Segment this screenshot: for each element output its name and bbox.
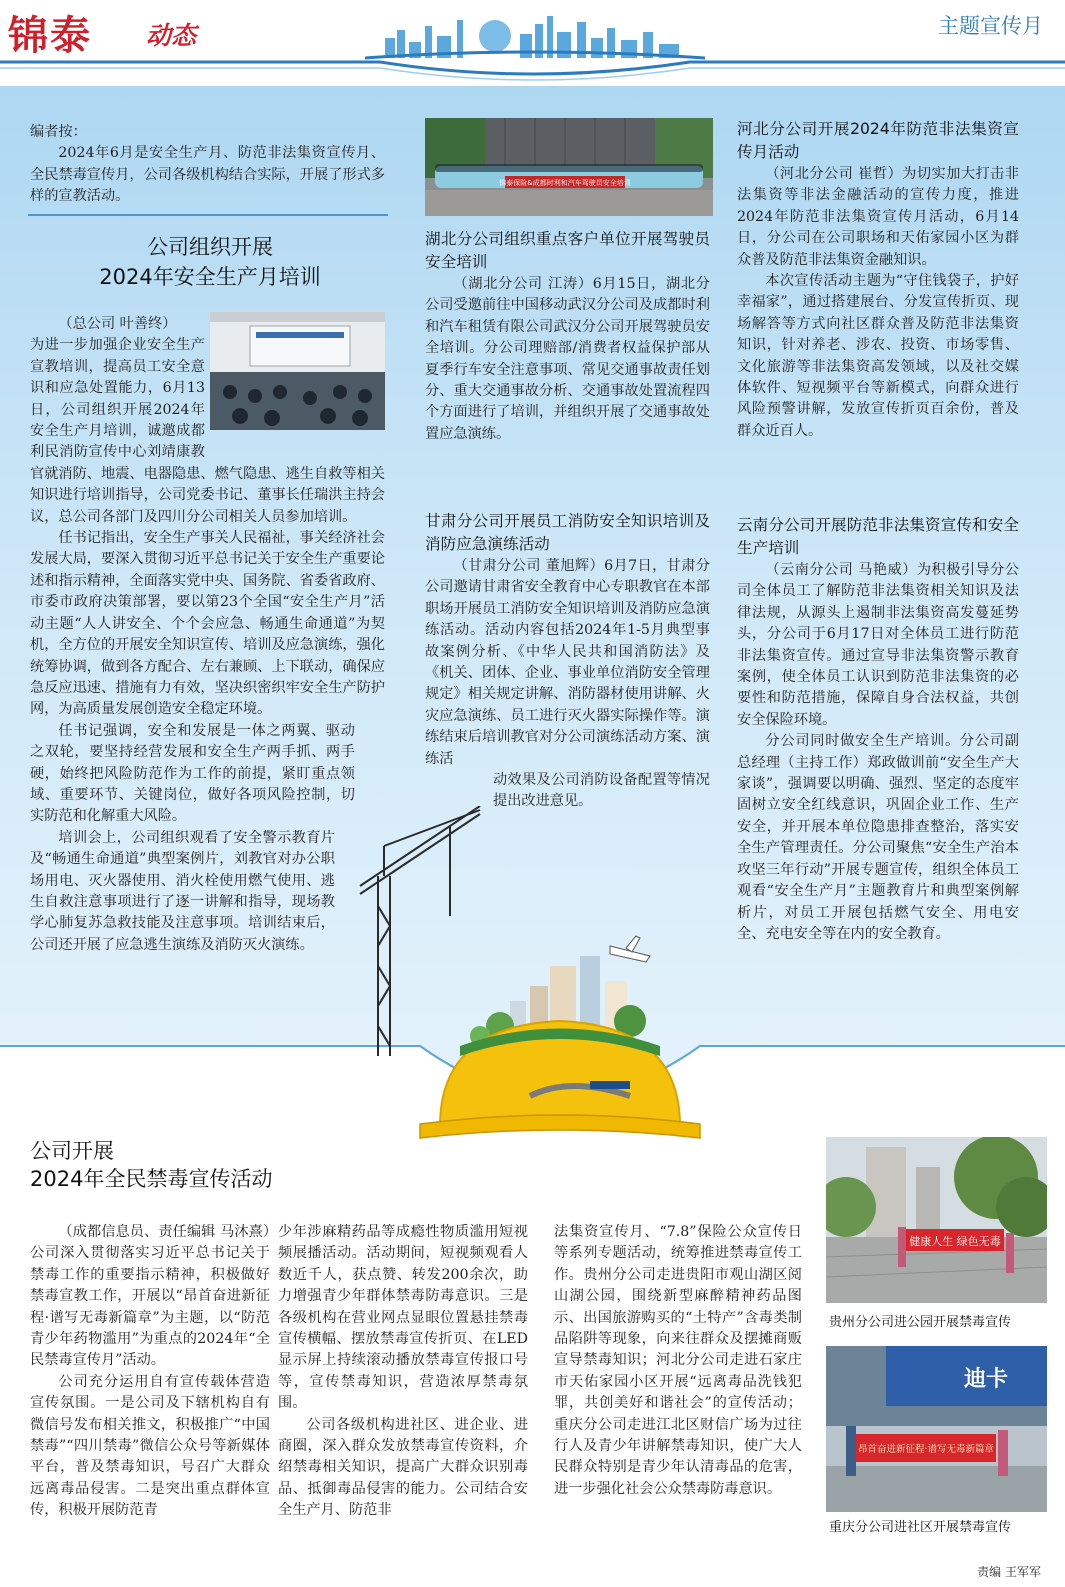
article-drug-col1-p1: （成都信息员、责任编辑 马沐熹）公司深入贯彻落实习近平总书记关于禁毒工作的重要指示精神，积极做好禁毒宣教工作，开展以“昂首奋进新征程·谱写无毒新篇章”为主题，以“防范青少年药物滥用”为重点的2024年“全民禁毒宣传月”活动。	[30, 1224, 270, 1369]
editor-note-text: 2024年6月是安全生产月、防范非法集资宣传月、全民禁毒宣传月，公司各级机构结合实际，开展了形式多样的宣教活动。	[30, 145, 385, 205]
article-drug-col2-p2: 公司各级机构进社区、进企业、进商圈，深入群众发放禁毒宣传资料，介绍禁毒相关知识，提高广大群众识别毒品、抵御毒品侵害的能力。公司结合安全生产月、防范非	[278, 1416, 528, 1519]
guizhou-photo	[826, 1137, 1047, 1303]
article-drug-col2-p1: 少年涉麻精药品等成瘾性物质滥用短视频展播活动。活动期间，短视频观看人数近千人，获点赞、转发200余次，助力增强青少年群体禁毒防毒意识。三是各级机构在营业网点显眼位置悬挂禁毒宣传横幅、摆放禁毒宣传折页、在LED显示屏上持续滚动播放禁毒宣传报口号等，宣传禁毒知识，营造浓厚禁毒氛围。	[278, 1224, 528, 1412]
editor-note-divider	[28, 212, 388, 218]
article-main-p1: 为进一步加强企业安全生产宣教培训，提高员工安全意识和应急处置能力，6月13日，公司组织开展2024年安全生产月培训，诚邀成都利民消防宣传中心刘靖康教官就消防、地震、电器隐患、燃气隐患、逃生自救等相关知识进行培训指导，公司党委书记、董事长任瑞洪主持会议，总公司各部门及四川分公司相关人员参加培训。	[30, 337, 385, 525]
section-label: 动态	[146, 21, 197, 50]
page-editor-credit: 责编 王军军	[977, 1565, 1041, 1579]
city-skyline-icon	[365, 8, 705, 60]
article-yunnan	[737, 514, 1019, 945]
article-drug-col1	[30, 1222, 270, 1522]
editor-note	[30, 122, 385, 208]
article-yunnan-byline: （云南分公司 马艳威）	[765, 562, 917, 578]
brand-logo: 锦泰	[8, 12, 92, 59]
article-drug-title-line2: 2024年全民禁毒宣传活动	[30, 1167, 273, 1191]
article-hebei-p1: （河北分公司 崔哲）为切实加大打击非法集资等非法金融活动的宣传力度，推进2024年防范非法集资宣传月活动，6月14日，分公司在公司职场和天佑家园小区为群众普及防范非法集资金融知识。	[737, 166, 1019, 268]
chongqing-caption: 重庆分公司进社区开展禁毒宣传	[829, 1520, 1012, 1535]
chongqing-sign-text: 迪卡	[963, 1367, 1009, 1392]
article-hebei-byline: （河北分公司 崔哲）	[765, 166, 903, 182]
article-main-byline: （总公司 叶善终）	[58, 316, 177, 332]
article-drug-col3-p1: 法集资宣传月、“7.8”保险公众宣传日等系列专题活动，统筹推进禁毒宣传工作。贵州分公司走进贵阳市观山湖区阅山湖公园，围绕新型麻醉精神药品图示、出国旅游购买的“土特产”含毒类制品陷阱等现象，向来往群众及摆摊商贩宣导禁毒知识；河北分公司走进石家庄市天佑家园小区开展“远离毒品洗钱犯罪，共创美好和谐社会”的宣传活动；重庆分公司走进江北区财信广场为过往行人及青少年讲解禁毒知识，使广大人民群众特别是青少年认清毒品的危害，进一步强化社会公众禁毒防毒意识。	[554, 1224, 802, 1497]
article-hubei	[425, 228, 710, 445]
crane-icon	[360, 806, 480, 1056]
header-divider	[0, 56, 1065, 86]
article-hebei-p2: 本次宣传活动主题为“守住钱袋子，护好幸福家”，通过搭建展台、分发宣传折页、现场解答等方式向社区群众普及防范非法集资知识，针对养老、涉农、投资、市场零售、文化旅游等非法集资高发领域，以及社交媒体软件、短视频平台等新模式，向群众进行风险预警讲解，发放宣传折页百余份，普及群众近百人。	[737, 273, 1019, 439]
guizhou-banner-text: 健康人生 绿色无毒	[909, 1235, 1001, 1248]
article-main-title-line1: 公司组织开展	[147, 235, 273, 259]
article-gansu-text: 6月7日，甘肃分公司邀请甘肃省安全教育中心专职教官在本部职场开展员工消防安全知识培训及消防应急演练活动。活动内容包括2024年1-5月典型事故案例分析、《中华人民共和国消防法》及《机关、团体、企业、事业单位消防安全管理规定》相关规定讲解、消防器材使用讲解、火灾应急演练、员工进行灭火器实际操作等。演练结束后培训教官对分公司演练活动方案、演练活	[425, 558, 710, 767]
article-gansu-body	[425, 556, 710, 770]
article-hebei	[737, 118, 1019, 442]
article-main-title-line2: 2024年安全生产月培训	[99, 265, 321, 289]
hubei-photo-banner: 锦泰保险&成都时利和汽车驾驶员安全培训	[499, 179, 631, 187]
article-gansu-title: 甘肃分公司开展员工消防安全知识培训及消防应急演练活动	[425, 512, 710, 553]
article-main-title	[60, 232, 360, 292]
article-gansu-byline: （甘肃分公司 董旭辉）	[453, 558, 605, 574]
article-drug-col2	[278, 1222, 528, 1522]
page-topic: 主题宣传月	[938, 14, 1043, 38]
article-hebei-title: 河北分公司开展2024年防范非法集资宣传月活动	[737, 120, 1019, 161]
article-main-p3: 任书记强调，安全和发展是一体之两翼、驱动之双轮，要坚持经营发展和安全生产两手抓、两手硬，始终把风险防范作为工作的前提，紧盯重点领域、重要环节、关键岗位，做好各项风险控制，切实防范和化解重大风险。	[30, 722, 355, 825]
article-hubei-text: 6月15日，湖北分公司受邀前往中国移动武汉分公司及成都时利和汽车租赁有限公司武汉分公司开展驾驶员安全培训。分公司理赔部/消费者权益保护部从夏季行车安全注意事项、常见交通事故责任划分、重大交通事故分析、交通事故处置流程四个方面进行了培训，并组织开展了交通事故处置应急演练。	[425, 276, 710, 442]
article-yunnan-title: 云南分公司开展防范非法集资宣传和安全生产培训	[737, 516, 1019, 557]
article-drug-col1-p2: 公司充分运用自有宣传载体营造宣传氛围。一是公司及下辖机构自有微信号发布相关推文，积极推广“中国禁毒”“四川禁毒”微信公众号等新媒体平台，普及禁毒知识，号召广大群众远离毒品侵害。二是突出重点群体宣传，积极开展防范青	[30, 1373, 270, 1519]
article-hubei-title: 湖北分公司组织重点客户单位开展驾驶员安全培训	[425, 230, 710, 271]
article-hubei-byline: （湖北分公司 江涛）	[453, 276, 593, 292]
chongqing-banner-text: 昂首奋进新征程·谱写无毒新篇章	[857, 1444, 995, 1455]
article-drug-title-line1: 公司开展	[30, 1139, 114, 1163]
safety-helmet-illustration	[330, 806, 720, 1146]
article-yunnan-p2: 分公司同时做安全生产培训。分公司副总经理（主持工作）郑政做训前“安全生产大家谈”，强调要以明确、强烈、坚定的态度牢固树立安全红线意识，巩固企业工作、生产安全，并开展本单位隐患排查整治，落实安全生产管理责任。分公司聚焦“安全生产治本攻坚三年行动”开展专题宣传，组织全体员工观看“安全生产月”主题教育片和典型案例解析片，对员工开展包括燃气安全、用电安全、充电安全等在内的安全教育。	[737, 733, 1019, 942]
airplane-icon	[610, 936, 650, 962]
article-drug-col3	[554, 1222, 802, 1500]
hubei-group-photo	[425, 118, 713, 216]
article-gansu	[425, 510, 710, 813]
article-yunnan-p1: （云南分公司 马艳威）为积极引导分公司全体员工了解防范非法集资相关知识及法律法规，从源头上遏制非法集资高发蔓延势头，分公司于6月17日对全体员工进行防范非法集资宣传。通过宣导非法集资警示教育案例，使全体员工认识到防范非法集资的必要性和防范措施，保障自身合法权益，共创安全保险环境。	[737, 562, 1019, 728]
article-drug-title	[30, 1137, 272, 1193]
feature-panel	[0, 86, 1065, 1146]
article-main-p4: 培训会上，公司组织观看了安全警示教育片及“畅通生命通道”典型案例片，刘教官对办公职场用电、灭火器使用、消火栓使用燃气使用、逃生自救注意事项进行了逐一讲解和指导，现场教学心肺复苏急救技能及注意事项。培训结束后，公司还开展了应急逃生演练及消防灭火演练。	[30, 829, 335, 953]
editor-note-label: 编者按：	[30, 124, 87, 140]
chongqing-photo	[826, 1346, 1047, 1512]
article-main-p2: 任书记指出，安全生产事关人民福祉，事关经济社会发展大局，要深入贯彻习近平总书记关于安全生产重要论述和指示精神，全面落实党中央、国务院、省委省政府、市委市政府决策部署，要以第23个全国“安全生产月”活动主题“人人讲安全、个个会应急、畅通生命通道”为契机，全方位的开展安全知识宣传、培训及应急演练，强化统筹协调，做到各方配合、左右兼顾、上下联动，确保应急反应迅速、措施有力有效，坚决织密织牢安全生产防护网，为高质量发展创造安全稳定环境。	[30, 530, 385, 718]
guizhou-caption: 贵州分公司进公园开展禁毒宣传	[829, 1315, 1012, 1330]
article-gansu-tail: 动效果及公司消防设备配置等情况提出改进意见。	[493, 772, 710, 810]
page-header	[0, 0, 1065, 86]
article-hubei-body	[425, 274, 710, 445]
